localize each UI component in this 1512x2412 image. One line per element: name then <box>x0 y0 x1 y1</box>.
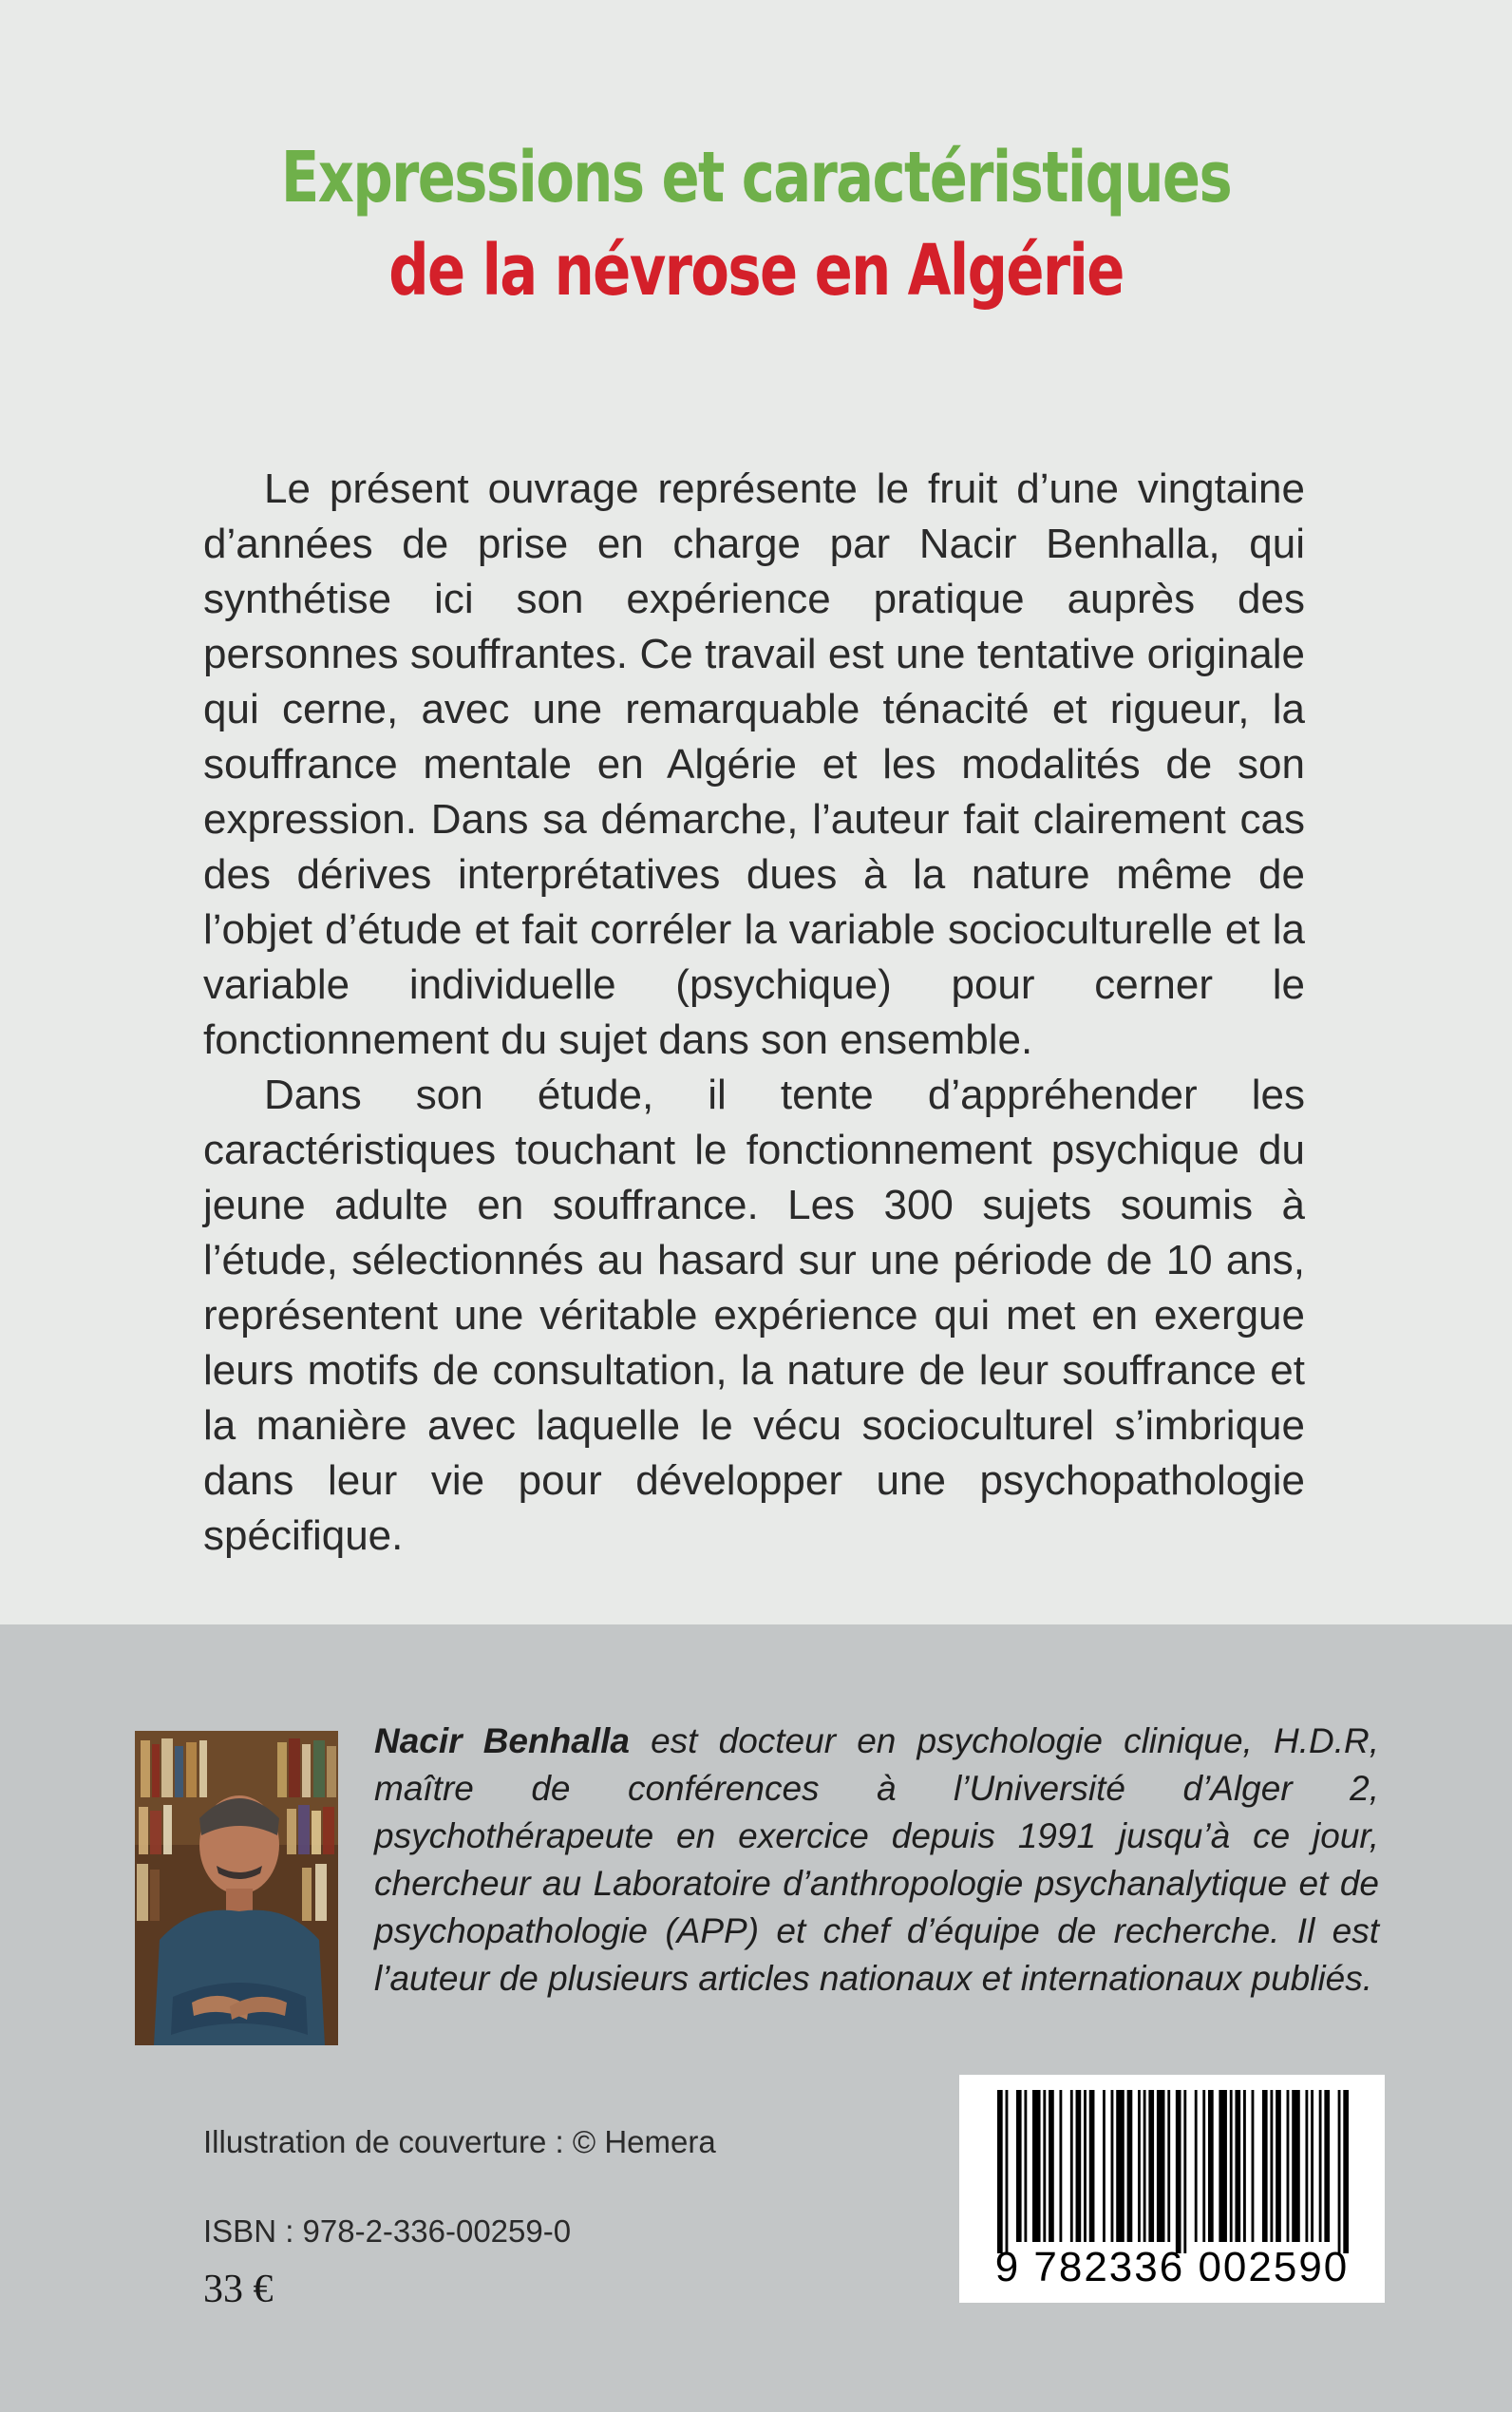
barcode-bar <box>1252 2090 1255 2242</box>
barcode-bar <box>1270 2090 1273 2242</box>
barcode-bar <box>1084 2090 1087 2242</box>
barcode-bar <box>997 2090 1003 2253</box>
barcode-bar <box>1043 2090 1046 2242</box>
barcode-bar <box>1148 2090 1154 2242</box>
price: 33 € <box>203 2268 274 2311</box>
barcode-bar <box>1127 2090 1133 2242</box>
barcode-bar <box>1167 2090 1170 2242</box>
book-title <box>151 131 1361 317</box>
barcode-bar <box>1006 2090 1009 2253</box>
author-photo <box>135 1731 338 2045</box>
author-bio <box>374 1718 1379 2003</box>
barcode-bar <box>1103 2090 1106 2242</box>
summary-text <box>203 462 1305 1564</box>
summary-paragraph-1: Le présent ouvrage représente le fruit d’une vingtaine d’années de prise en charge par Nacir Benhalla, qui synthétise ici son expérience pratique auprès des personnes souffrantes. Ce travail est une tentative originale qui cerne, avec une remarquable ténacité et rigueur, la souffrance mentale en Algérie et les modalités de son expression. Dans sa démarche, l’auteur fait clairement cas des dérives interprétatives dues à la nature même de l’objet d’étude et fait corréler la variable socioculturelle et la variable individuelle (psychique) pour cerner le fonctionnement du sujet dans son ensemble. <box>203 465 1305 1063</box>
barcode-bar <box>1024 2090 1027 2242</box>
barcode-bar <box>1324 2090 1330 2242</box>
barcode <box>959 2075 1385 2303</box>
barcode-bar <box>1343 2090 1349 2253</box>
barcode-bar <box>1076 2090 1082 2242</box>
barcode-bar <box>1338 2090 1341 2253</box>
barcode-bar <box>1111 2090 1114 2242</box>
barcode-bar <box>1183 2090 1186 2253</box>
isbn: ISBN : 978-2-336-00259-0 <box>203 2213 572 2249</box>
barcode-bar <box>1157 2090 1165 2242</box>
barcode-bar <box>1235 2090 1240 2242</box>
barcode-bar <box>1202 2090 1205 2242</box>
summary-paragraph-2: Dans son étude, il tente d’appréhender les caractéristiques touchant le fonctionnement psychique du jeune adulte en souffrance. Les 300 sujets soumis à l’étude, sélectionnés au hasard sur une période de 10 ans, représentent une véritable expérience qui met en exergue leurs motifs de consultation, la nature de leur souffrance et la manière avec laquelle le vécu socioculturel s’imbrique dans leur vie pour développer une psychopathologie spécifique. <box>203 1072 1305 1559</box>
barcode-bar <box>1059 2090 1062 2242</box>
barcode-bar <box>1230 2090 1233 2242</box>
barcode-bar <box>1016 2090 1022 2242</box>
cover-credit: Illustration de couverture : © Hemera <box>203 2124 716 2159</box>
barcode-bar <box>1070 2090 1073 2242</box>
barcode-bar <box>1243 2090 1246 2242</box>
author-name: Nacir Benhalla <box>374 1721 630 1760</box>
barcode-bar <box>1208 2090 1214 2242</box>
barcode-bar <box>1287 2090 1290 2242</box>
title-line-1: Expressions et caractéristiques <box>280 137 1232 218</box>
barcode-bar <box>1305 2090 1308 2242</box>
author-portrait-image <box>135 1731 338 2045</box>
barcode-bar <box>1219 2090 1227 2242</box>
barcode-bar <box>1138 2090 1141 2242</box>
barcode-bar <box>1032 2090 1041 2242</box>
barcode-bar <box>1143 2090 1146 2242</box>
barcode-bar <box>1116 2090 1125 2242</box>
title-line-2: de la névrose en Algérie <box>388 230 1124 312</box>
barcode-bar <box>1089 2090 1095 2242</box>
barcode-bar <box>1176 2090 1181 2253</box>
barcode-bar <box>1292 2090 1300 2242</box>
barcode-bar <box>1319 2090 1322 2242</box>
barcode-digits: 9 782336 002590 <box>994 2244 1350 2290</box>
barcode-bar <box>1049 2090 1054 2242</box>
author-bio-text: est docteur en psychologie clinique, H.D.R, maître de conférences à l’Université d’Alger 2, psychothérapeute en exercice depuis 1991 jusqu’à ce jour, chercheur au Laboratoire d’anthropologie psychanalytique et de psychopathologie (APP) et chef d’équipe de recherche. Il est l’auteur de plusieurs articles nationaux et internationaux publiés. <box>374 1721 1379 1998</box>
barcode-bar <box>1195 2090 1198 2242</box>
barcode-bar <box>1311 2090 1314 2242</box>
barcode-bar <box>1262 2090 1268 2242</box>
barcode-bar <box>1276 2090 1281 2242</box>
